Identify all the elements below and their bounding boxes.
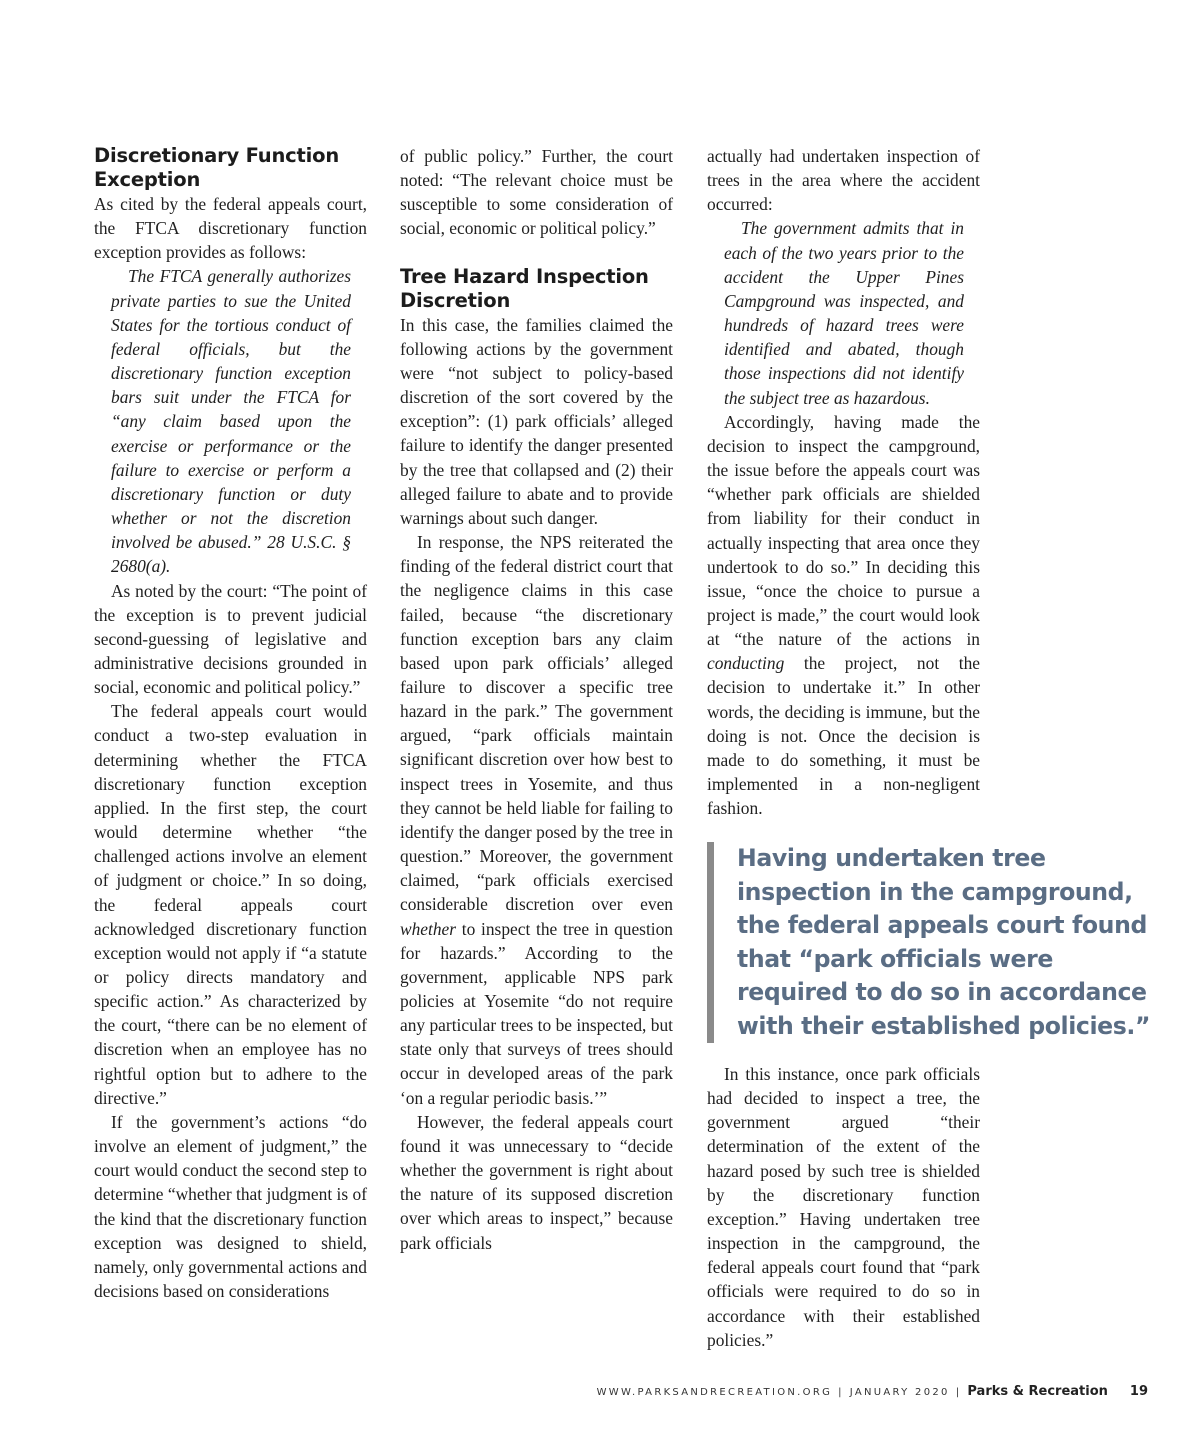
paragraph [707,410,980,821]
paragraph: In this instance, once park officials had decided to inspect a tree, the government argued “their determination of the extent of the hazard posed by such tree is shielded by the discretionary function exception.” Having undertaken tree inspection in the campground, the federal appeals court found that “park officials were required to do so in accordance with their established policies.” [707,1064,980,1350]
spacer [400,241,673,265]
text-run: to inspect the tree in question for hazards.” According to the government, applicable NPS park policies at Yosemite “do not require any particular trees to be inspected, but state only that surveys of trees should occur in developed areas of the park ‘on a regular periodic basis.’” [400,918,673,1108]
paragraph: If the government’s actions “do involve an element of judgment,” the court would conduct the second step to determine “whether that judgment is of the kind that the discretionary function exception was designed to shield, namely, only governmental actions and decisions based on considerations [94,1111,367,1302]
page-number: 19 [1129,1384,1148,1399]
paragraph: The federal appeals court would conduct a two-step evaluation in determining whether the FTCA discretionary function exception applied. In the first step, the court would determine whether “the challenged actions involve an element of judgment or choice.” In so doing, the federal appeals court acknowledged discretionary function exception would not apply if “a statute or policy directs mandatory and specific action.” As characterized by the court, “there can be no element of discretion when an employee has no rightful option but to adhere to the directive.” [94,701,367,1108]
section-heading-discretionary-function: Discretionary Function Exception [94,144,339,191]
emphasis-whether: whether [400,918,457,939]
column-1 [94,144,367,1303]
footer-url: WWW.PARKSANDRECREATION.ORG [596,1387,833,1398]
column-3 [707,144,980,820]
paragraph [400,530,673,1110]
paragraph: However, the federal appeals court found it was unnecessary to “decide whether the government is right about the nature of its supposed discretion over which areas to inspect,” because park officials [400,1111,673,1253]
footer-magazine-name: Parks & Recreation [967,1384,1108,1399]
emphasis-conducting: conducting [707,653,785,674]
footer-separator: | [838,1387,844,1398]
paragraph: As cited by the federal appeals court, the FTCA discretionary function exception provides as follows: [94,194,367,263]
section-heading-tree-hazard: Tree Hazard Inspection Discretion [400,264,649,312]
column-3-continued [707,1062,980,1352]
pull-quote: Having undertaken tree inspection in the campground, the federal appeals court found that “park officials were required to do so in accordance with their established policies.” [707,842,1157,1043]
text-run: In response, the NPS reiterated the finding of the federal district court that the negligence claims in this case failed, because “the discretionary function exception bars any claim based upon park officials’ alleged failure to discover a specific tree hazard in the park.” The government argued, “park officials maintain significant discretion over how best to inspect trees in Yosemite, and thus they cannot be held liable for failing to identify the danger posed by the tree in question.” Moreover, the government claimed, “park officials exercised considerable discretion over even [400,532,673,915]
paragraph: of public policy.” Further, the court noted: “The relevant choice must be susceptible to some consideration of social, economic or political policy.” [400,146,673,239]
page-footer [597,1384,1148,1399]
paragraph: In this case, the families claimed the following actions by the government were “not subject to policy-based discretion of the sort covered by the exception”: (1) park officials’ alleged failure to identify the danger presented by the tree that collapsed and (2) their alleged failure to abate and to provide warnings about such danger. [400,314,673,528]
paragraph: As noted by the court: “The point of the exception is to prevent judicial second-guessing of legislative and administrative decisions grounded in social, economic and political policy.” [94,580,367,698]
paragraph: actually had undertaken inspection of trees in the area where the accident occurred: [707,146,980,215]
text-run: the project, not the decision to undertake it.” In other words, the deciding is immune, but the doing is not. Once the decision is made to do something, it must be implemented in a non-negligent fashion. [707,653,980,819]
block-quote-ftca: The FTCA generally authorizes private parties to sue the United States for the tortious conduct of federal officials, but the discretionary function exception bars suit under the FTCA for “any claim based upon the exercise or performance or the failure to exercise or perform a discretionary function or duty whether or not the discretion involved be abused.” 28 U.S.C. § 2680(a). [111,266,351,577]
footer-date: JANUARY 2020 [849,1387,950,1398]
footer-separator: | [955,1387,962,1398]
text-run: Accordingly, having made the decision to inspect the campground, the issue before the appeals court was “whether park officials are shielded from liability for their conduct in actually inspecting that area once they undertook to do so.” In deciding this issue, “once the choice to pursue a project is made,” the court would look at “the nature of the actions in [707,411,980,650]
block-quote-government: The government admits that in each of the two years prior to the accident the Upper Pines Campground was inspected, and hundreds of hazard trees were identified and abated, though those inspections did not identify the subject tree as hazardous. [724,218,964,408]
column-2 [400,144,673,1255]
